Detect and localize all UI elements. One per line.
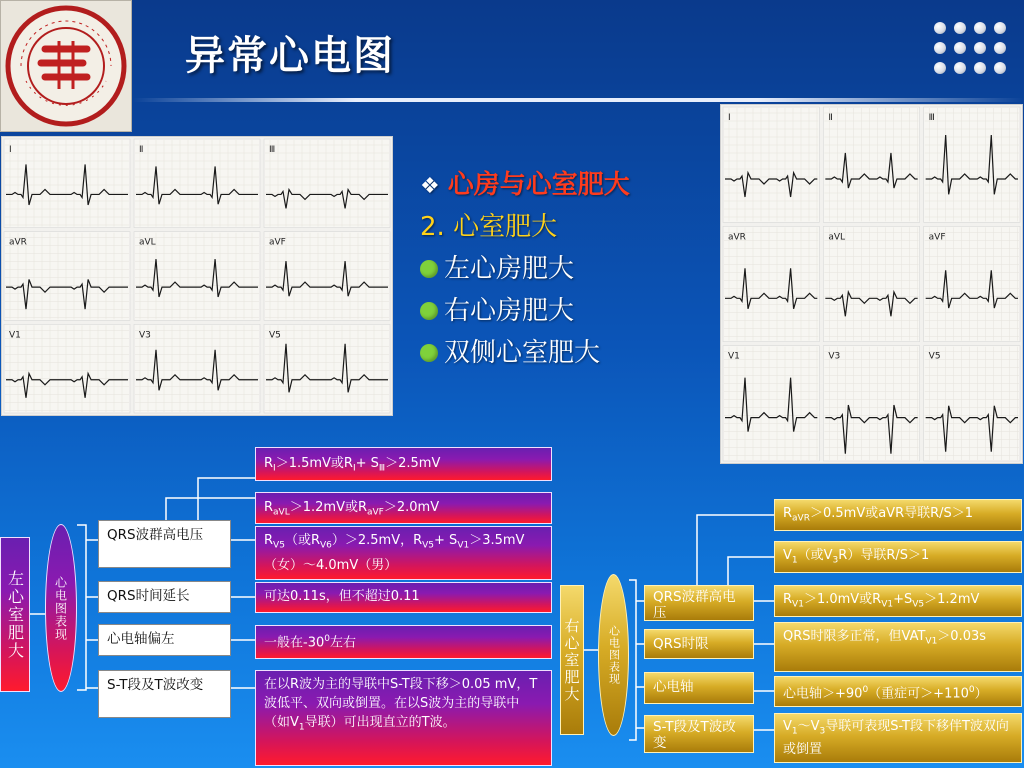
subscript: V5 bbox=[912, 599, 925, 610]
ecg-lead-trace bbox=[4, 139, 130, 228]
subscript: V5 bbox=[422, 540, 435, 551]
ecg-image-right bbox=[720, 104, 1023, 464]
topic-subheading: 2. 心室肥大 bbox=[420, 212, 558, 242]
topic-item-label: 双侧心室肥大 bbox=[444, 338, 601, 368]
text-part: R bbox=[264, 500, 274, 515]
subscript: V6 bbox=[319, 540, 332, 551]
text-part: 左右 bbox=[329, 635, 356, 651]
superscript: 0 bbox=[324, 634, 330, 644]
ecg-lead-label: aVR bbox=[9, 237, 27, 248]
ecg-lead-label: Ⅱ bbox=[828, 113, 833, 123]
text-part: ＞1.5mV或R bbox=[275, 456, 353, 471]
ecg-lead-label: V5 bbox=[269, 330, 281, 341]
subscript: aVL bbox=[273, 507, 290, 518]
topic-item-label: 右心房肥大 bbox=[444, 296, 575, 326]
ecg-lead-label: Ⅲ bbox=[269, 145, 276, 155]
subscript: Ⅰ bbox=[352, 463, 356, 474]
topic-item-label: 左心房肥大 bbox=[444, 254, 575, 284]
page-title: 异常心电图 bbox=[185, 33, 395, 79]
green-bullet-icon bbox=[420, 260, 438, 278]
category-qrs-duration-left: QRS时间延长 bbox=[98, 581, 231, 613]
text-part: R bbox=[264, 533, 274, 548]
text-part: ＞2.0mV bbox=[383, 500, 440, 515]
ecg-lead-trace bbox=[723, 346, 819, 461]
subscript: 1 bbox=[791, 726, 798, 737]
text-part: ＞1.2mV或R bbox=[289, 500, 367, 515]
subscript: aVF bbox=[367, 507, 384, 518]
category-axis-right: 心电轴 bbox=[644, 672, 754, 704]
text-part: R bbox=[783, 506, 793, 521]
ecg-lead-label: aVL bbox=[828, 232, 846, 243]
category-axis-left: 心电轴偏左 bbox=[98, 624, 231, 656]
text-part: R bbox=[264, 456, 274, 471]
ecg-lead-label: V3 bbox=[139, 330, 151, 341]
text-part: 心电轴＞+90 bbox=[783, 686, 863, 702]
subscript: Ⅲ bbox=[378, 463, 386, 474]
ecg-lead-label: Ⅰ bbox=[9, 145, 12, 155]
text-part: ） bbox=[974, 686, 988, 702]
right-ventricular-hypertrophy-root: 右心室肥大 bbox=[560, 585, 584, 735]
topic-heading bbox=[420, 164, 720, 206]
subscript: V1 bbox=[792, 599, 804, 610]
topic-heading-text: 心房与心室肥大 bbox=[447, 170, 630, 200]
ecg-lead-label: V5 bbox=[928, 351, 941, 362]
ecg-lead-label: aVF bbox=[269, 237, 286, 248]
text-part: （或V bbox=[797, 548, 833, 563]
ecg-lead-trace bbox=[264, 139, 390, 228]
topic-item bbox=[420, 248, 720, 290]
criterion-rv1-voltage bbox=[774, 585, 1022, 617]
left-ventricular-hypertrophy-root: 左心室肥大 bbox=[0, 537, 30, 692]
criterion-ravl-voltage bbox=[255, 492, 552, 524]
decorative-dots-icon bbox=[934, 22, 1008, 76]
ecg-lead-trace bbox=[264, 324, 390, 413]
subscript: V1 bbox=[881, 599, 894, 610]
subscript: 3 bbox=[819, 726, 826, 737]
ecg-lead-label: Ⅲ bbox=[928, 113, 935, 123]
diamond-bullet-icon: ❖ bbox=[420, 174, 440, 199]
subscript: V1 bbox=[457, 540, 470, 551]
subscript: aVR bbox=[792, 513, 810, 524]
ecg-lead-label: aVR bbox=[728, 232, 746, 243]
topic-item bbox=[420, 332, 720, 374]
text-part: ＞2.5mV bbox=[385, 456, 441, 471]
text-part: ＞3.5mV（女）～4.0mV（男） bbox=[264, 533, 525, 573]
criterion-st-t-right bbox=[774, 713, 1022, 763]
category-qrs-duration-right: QRS时限 bbox=[644, 629, 754, 659]
text-part: R）导联R/S＞1 bbox=[838, 548, 930, 563]
ecg-lead-trace bbox=[823, 226, 919, 341]
text-part: R bbox=[783, 592, 793, 607]
text-part: 在以R波为主的导联中S-T段下移＞0.05 mV，T波低平、双向或倒置。在以S波为主的导联中（如V bbox=[264, 677, 538, 730]
ecg-lead-trace bbox=[924, 346, 1020, 461]
subscript: V5 bbox=[273, 540, 285, 551]
green-bullet-icon bbox=[420, 302, 438, 320]
criterion-axis-right bbox=[774, 676, 1022, 707]
text-part: ＞0.03s bbox=[937, 629, 987, 644]
ecg-findings-hub-right: 心电图表现 bbox=[598, 574, 629, 736]
category-st-t-right: S-T段及T波改变 bbox=[644, 715, 754, 753]
text-part: +S bbox=[893, 592, 913, 607]
criterion-st-t-left bbox=[255, 670, 552, 766]
ecg-lead-trace bbox=[924, 226, 1020, 341]
ecg-lead-trace bbox=[823, 107, 919, 222]
ecg-lead-trace bbox=[823, 346, 919, 461]
ecg-lead-label: Ⅰ bbox=[728, 113, 731, 123]
text-part: ＞1.0mV或R bbox=[803, 592, 882, 607]
text-part: + S bbox=[434, 533, 458, 548]
text-part: ＞0.5mV或aVR导联R/S＞1 bbox=[809, 506, 974, 521]
subscript: Ⅰ bbox=[273, 463, 276, 474]
category-st-t-left: S-T段及T波改变 bbox=[98, 670, 231, 718]
text-part: + S bbox=[355, 456, 379, 471]
ecg-lead-trace bbox=[4, 232, 130, 321]
ecg-lead-label: V3 bbox=[828, 351, 841, 362]
text-part: 导联）可出现直立的T波。 bbox=[304, 715, 456, 730]
topic-list bbox=[420, 164, 720, 374]
text-part: ）＞2.5mV，R bbox=[331, 533, 423, 548]
criterion-v1-rs-ratio bbox=[774, 541, 1022, 573]
text-part: （或R bbox=[284, 533, 320, 548]
subscript: V1 bbox=[925, 636, 938, 647]
ecg-lead-label: aVL bbox=[139, 237, 156, 248]
ecg-lead-label: aVF bbox=[928, 232, 946, 243]
college-logo bbox=[0, 0, 132, 132]
subscript: 1 bbox=[791, 555, 798, 566]
ecg-lead-trace bbox=[134, 324, 260, 413]
criterion-qrs-duration-right bbox=[774, 622, 1022, 672]
text-part: V bbox=[783, 719, 792, 734]
criterion-rv5-voltage bbox=[255, 526, 552, 580]
ecg-lead-trace bbox=[924, 107, 1020, 222]
criterion-axis-left bbox=[255, 625, 552, 659]
criterion-r1-voltage bbox=[255, 447, 552, 481]
text-part: ～V bbox=[797, 719, 820, 734]
text-part: （重症可＞+110 bbox=[868, 686, 969, 702]
superscript: 0 bbox=[862, 685, 869, 695]
ecg-lead-label: Ⅱ bbox=[139, 145, 144, 155]
ecg-lead-trace bbox=[134, 232, 260, 321]
ecg-lead-trace bbox=[4, 324, 130, 413]
ecg-lead-trace bbox=[723, 226, 819, 341]
category-qrs-voltage-left: QRS波群高电压 bbox=[98, 520, 231, 568]
subscript: 1 bbox=[298, 722, 305, 733]
ecg-lead-trace bbox=[264, 232, 390, 321]
ecg-lead-trace bbox=[134, 139, 260, 228]
superscript: 0 bbox=[968, 685, 975, 695]
text-part: V bbox=[783, 548, 792, 563]
ecg-image-left bbox=[1, 136, 393, 416]
ecg-lead-label: V1 bbox=[728, 351, 740, 362]
ecg-lead-label: V1 bbox=[9, 330, 21, 341]
text-part: 导联可表现S-T段下移伴T波双向或倒置 bbox=[783, 719, 1009, 757]
topic-item bbox=[420, 290, 720, 332]
criterion-qrs-duration-left: 可达0.11s，但不超过0.11 bbox=[255, 582, 552, 613]
text-part: ＞1.2mV bbox=[924, 592, 980, 607]
subscript: 3 bbox=[832, 555, 839, 566]
category-qrs-voltage-right: QRS波群高电压 bbox=[644, 585, 754, 621]
ecg-findings-hub-left: 心电图表现 bbox=[45, 524, 77, 692]
text-part: QRS时限多正常，但VAT bbox=[783, 629, 926, 644]
text-part: 一般在-30 bbox=[264, 635, 325, 651]
criterion-ravr-voltage bbox=[774, 499, 1022, 531]
title-divider bbox=[133, 98, 1024, 102]
green-bullet-icon bbox=[420, 344, 438, 362]
ecg-lead-trace bbox=[723, 107, 819, 222]
